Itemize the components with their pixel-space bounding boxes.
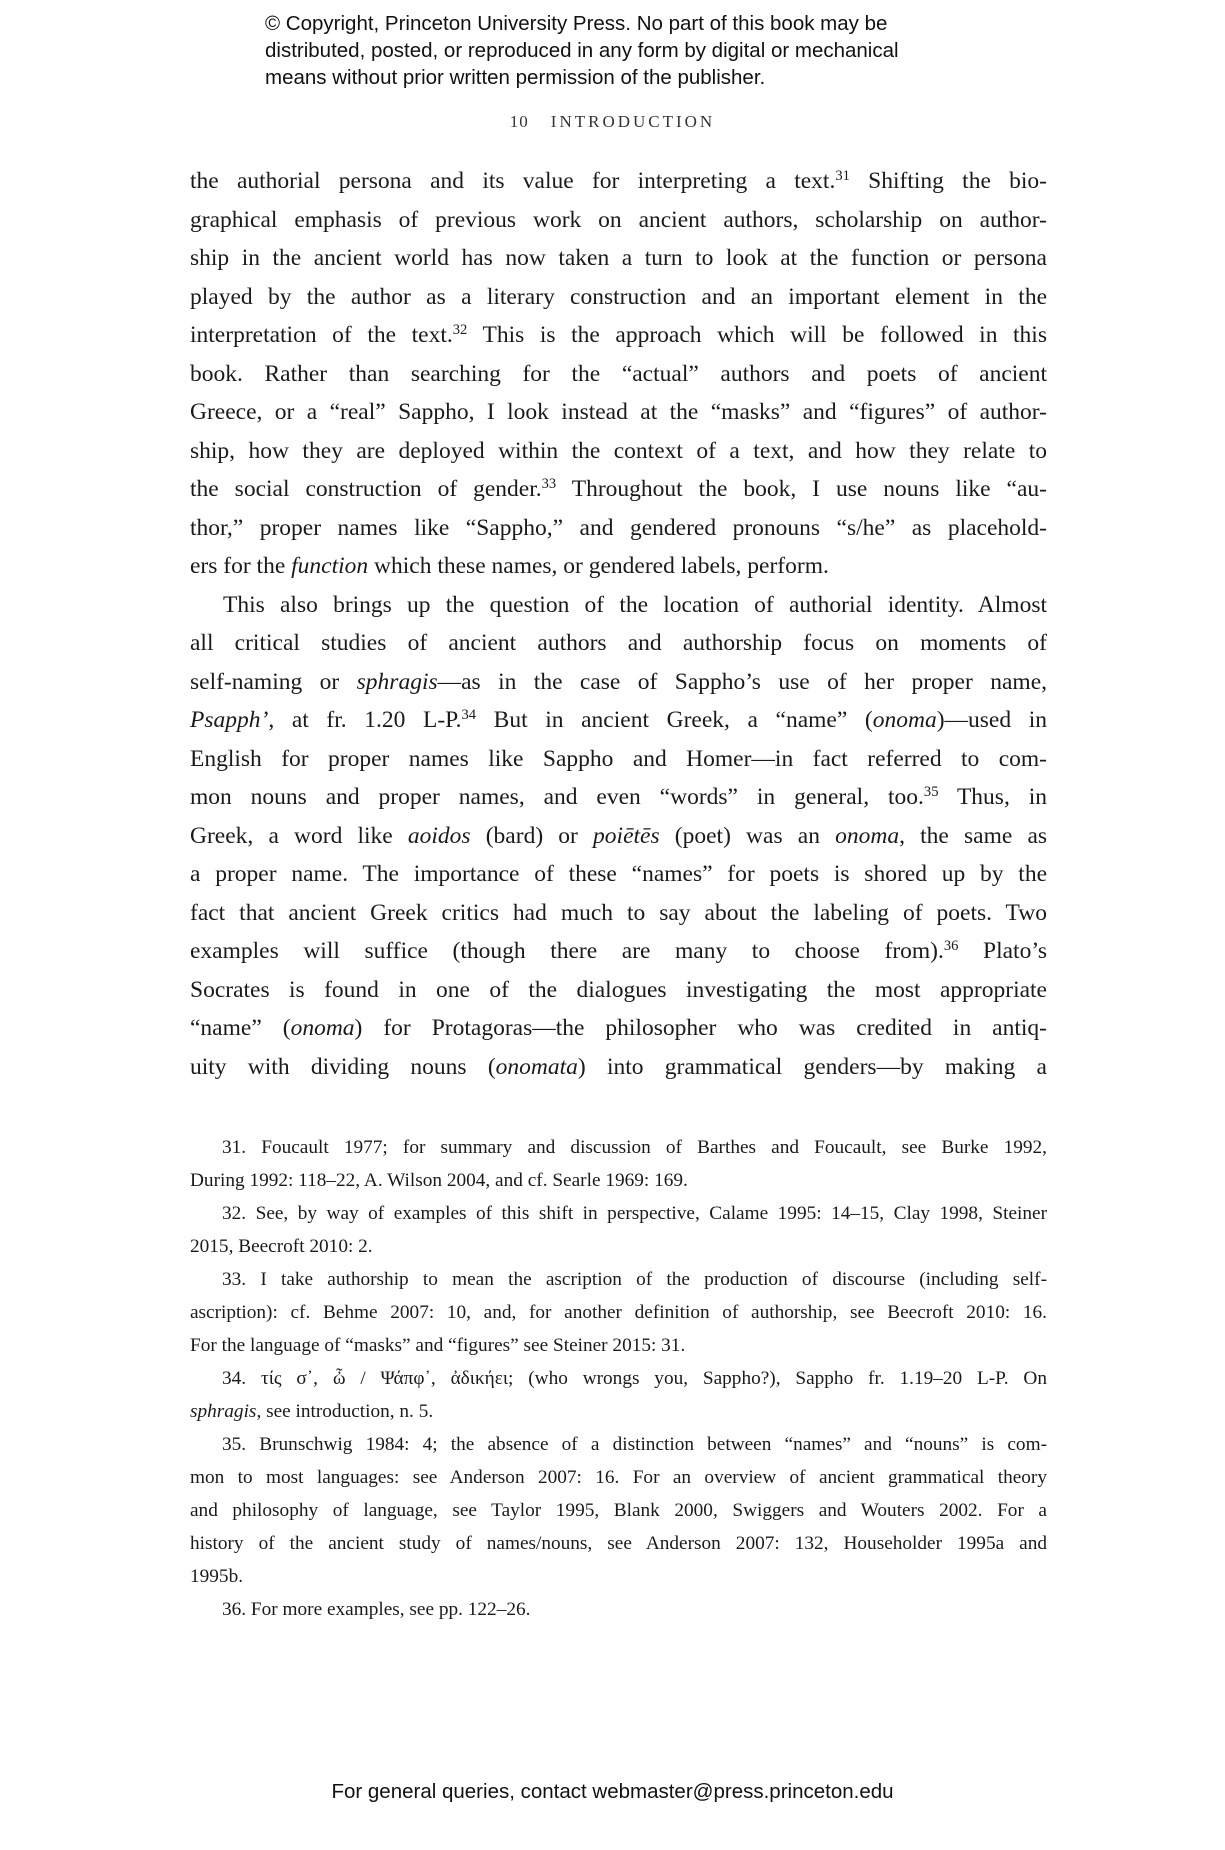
body-line [190, 316, 1047, 355]
text-run: 35. Brunschwig 1984: 4; the absence of a distinction between “names” and “nouns” is com- [222, 1434, 1047, 1455]
text-run: mon to most languages: see Anderson 2007: 16. For an overview of ancient grammatical theory [190, 1467, 1047, 1488]
body-line [190, 932, 1047, 971]
text-run: ers for the [190, 553, 292, 579]
text-run: history of the ancient study of names/nouns, see Anderson 2007: 132, Householder 1995a and [190, 1533, 1047, 1554]
footnote-ref: 33 [541, 476, 557, 492]
italic-term: onoma [835, 822, 900, 849]
text-run: interpretation of the text. [190, 322, 453, 348]
copyright-line: © Copyright, Princeton University Press. No part of this book may be [265, 12, 888, 35]
text-run: the authorial persona and its value for interpreting a text. [190, 168, 836, 194]
text-run: ship, how they are deployed within the context of a text, and how they relate to [190, 437, 1047, 464]
italic-term: onoma [290, 1015, 355, 1041]
text-run: and philosophy of language, see Taylor 1995, Blank 2000, Swiggers and Wouters 2002. For a [190, 1500, 1047, 1521]
body-line [190, 201, 1047, 240]
text-run: uity with dividing nouns ( [190, 1053, 496, 1080]
running-head [0, 112, 1225, 132]
text-run: 34. τίς σ᾽, ὦ / Ψάπφ᾽, ἀδικήει; (who wrongs you, Sappho?), Sappho fr. 1.19–20 L-P. On [222, 1368, 1047, 1389]
text-run: This also brings up the question of the location of authorial identity. Almost [223, 591, 1047, 618]
body-line [190, 162, 1047, 201]
footnote-line [190, 1527, 1047, 1560]
body-line [190, 1009, 1047, 1048]
text-run: the social construction of gender. [190, 476, 542, 502]
copyright-notice [265, 10, 1025, 91]
footer-contact: For general queries, contact webmaster@press.princeton.edu [331, 1780, 894, 1803]
body-line [190, 971, 1047, 1010]
body-line [190, 509, 1047, 548]
text-run: But in ancient Greek, a “name” ( [476, 707, 873, 733]
italic-term: onoma [872, 707, 937, 733]
body-line [190, 740, 1047, 779]
text-run: self-naming or [190, 668, 357, 695]
text-run: Thus, in [938, 784, 1047, 810]
text-run: ) into grammatical genders—by making a [577, 1053, 1047, 1080]
text-run: Plato’s [958, 938, 1047, 964]
page-number: 10 [509, 112, 529, 131]
text-run: English for proper names like Sappho and Homer—in fact referred to com- [190, 745, 1047, 772]
body-line [190, 855, 1047, 894]
footnote-line [190, 1560, 1047, 1593]
italic-term: poiētēs [593, 822, 660, 849]
footnote-ref: 34 [461, 707, 477, 723]
text-run: mon nouns and proper names, and even “words” in general, too. [190, 784, 924, 810]
chapter-title: INTRODUCTION [550, 112, 716, 131]
body-line [190, 278, 1047, 317]
italic-term: Psapph’ [190, 707, 269, 733]
text-run: “name” ( [190, 1015, 291, 1041]
body-line [190, 1048, 1047, 1087]
copyright-line: distributed, posted, or reproduced in any form by digital or mechanical [265, 39, 899, 62]
italic-term: function [291, 553, 369, 579]
text-run: (bard) or [470, 822, 594, 849]
body-line [190, 470, 1047, 509]
text-run: thor,” proper names like “Sappho,” and gendered pronouns “s/he” as placehold- [190, 514, 1047, 541]
text-run: —as in the case of Sappho’s use of her proper name, [437, 668, 1047, 695]
footnote-line [190, 1263, 1047, 1296]
text-run: ascription): cf. Behme 2007: 10, and, for another definition of authorship, see Beecroft 2010: 16. [190, 1302, 1047, 1323]
footnote-line [190, 1362, 1047, 1395]
body-line [190, 778, 1047, 817]
text-run: For the language of “masks” and “figures” see Steiner 2015: 31. [190, 1335, 686, 1356]
text-run: Socrates is found in one of the dialogues investigating the most appropriate [190, 976, 1047, 1003]
footnote-line [190, 1494, 1047, 1527]
italic-term: onomata [495, 1053, 578, 1080]
text-run: a proper name. The importance of these “names” for poets is shored up by the [190, 861, 1047, 887]
text-run: book. Rather than searching for the “actual” authors and poets of ancient [190, 360, 1047, 387]
footnote-line [190, 1296, 1047, 1329]
body-line [190, 701, 1047, 740]
footnote-line [190, 1197, 1047, 1230]
text-run: 33. I take authorship to mean the ascription of the production of discourse (including self- [222, 1269, 1047, 1290]
body-line [190, 894, 1047, 933]
text-run: graphical emphasis of previous work on ancient authors, scholarship on author- [190, 206, 1047, 233]
text-run: Greece, or a “real” Sappho, I look instead at the “masks” and “figures” of author- [190, 399, 1047, 425]
text-run: During 1992: 118–22, A. Wilson 2004, and cf. Searle 1969: 169. [190, 1170, 688, 1191]
footnote-line [190, 1230, 1047, 1263]
copyright-line: means without prior written permission of the publisher. [265, 66, 766, 89]
text-run: ship in the ancient world has now taken a turn to look at the function or persona [190, 245, 1047, 271]
footnote-line [190, 1461, 1047, 1494]
footnote-ref: 31 [835, 168, 850, 184]
text-run: , see introduction, n. 5. [256, 1401, 434, 1422]
text-run: This is the approach which will be followed in this [467, 322, 1047, 348]
footnote-ref: 36 [943, 938, 959, 954]
text-run: , at fr. 1.20 L-P. [268, 707, 462, 733]
body-line [190, 393, 1047, 432]
text-run: 31. Foucault 1977; for summary and discussion of Barthes and Foucault, see Burke 1992, [222, 1137, 1047, 1158]
footnote-line [190, 1164, 1047, 1197]
body-line [190, 586, 1047, 625]
text-run: 1995b. [190, 1566, 244, 1587]
text-run: examples will suffice (though there are many to choose from). [190, 938, 944, 964]
text-run: Greek, a word like [190, 822, 408, 849]
text-run: , the same as [899, 822, 1048, 849]
text-run: (poet) was an [659, 822, 836, 849]
body-line [190, 817, 1047, 856]
text-run: Shifting the bio- [849, 168, 1047, 194]
text-run: 2015, Beecroft 2010: 2. [190, 1236, 373, 1257]
footnote-line [190, 1428, 1047, 1461]
footnote-ref: 35 [923, 784, 939, 800]
body-text [190, 162, 1047, 1086]
italic-term: aoidos [407, 822, 471, 849]
text-run: )—used in [936, 707, 1047, 733]
italic-term: sphragis [190, 1401, 257, 1422]
body-line [190, 547, 1047, 586]
footnote-ref: 32 [452, 322, 468, 338]
text-run: all critical studies of ancient authors and authorship focus on moments of [190, 630, 1047, 656]
text-run: Throughout the book, I use nouns like “au- [556, 476, 1047, 502]
text-run: 32. See, by way of examples of this shift in perspective, Calame 1995: 14–15, Clay 1998, Steiner [222, 1203, 1047, 1224]
text-run: which these names, or gendered labels, perform. [368, 553, 829, 579]
footnote-line [190, 1329, 1047, 1362]
body-line [190, 432, 1047, 471]
footnote-line [190, 1131, 1047, 1164]
text-run: fact that ancient Greek critics had much to say about the labeling of poets. Two [190, 899, 1047, 926]
footnote-line [190, 1593, 1047, 1626]
italic-term: sphragis [356, 668, 438, 695]
text-run: 36. For more examples, see pp. 122–26. [222, 1599, 531, 1620]
footnotes [190, 1131, 1047, 1626]
text-run: played by the author as a literary construction and an important element in the [190, 283, 1047, 310]
footnote-line [190, 1395, 1047, 1428]
body-line [190, 624, 1047, 663]
text-run: ) for Protagoras—the philosopher who was credited in antiq- [354, 1015, 1047, 1041]
body-line [190, 239, 1047, 278]
body-line [190, 663, 1047, 702]
body-line [190, 355, 1047, 394]
